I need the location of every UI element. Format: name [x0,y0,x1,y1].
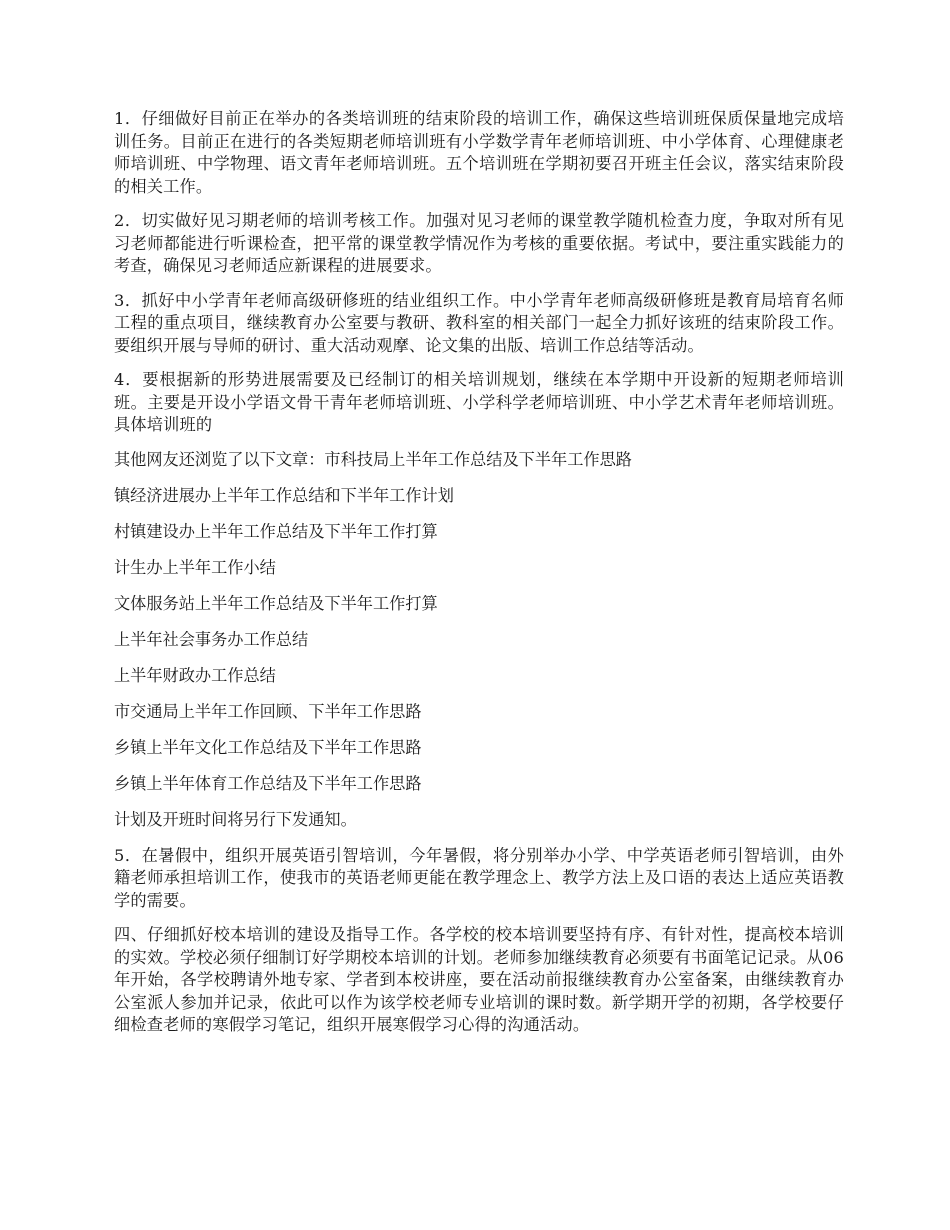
related-article-link: 上半年财政办工作总结 [114,665,276,685]
document-page [114,108,844,1049]
related-article-link: 村镇建设办上半年工作总结及下半年工作打算 [114,521,438,541]
related-articles-intro: 其他网友还浏览了以下文章：市科技局上半年工作总结及下半年工作思路 [114,449,632,469]
related-article-link: 文体服务站上半年工作总结及下半年工作打算 [114,593,438,613]
continuation-line: 计划及开班时间将另行下发通知。 [114,809,357,829]
related-article-link: 乡镇上半年文化工作总结及下半年工作思路 [114,737,422,757]
paragraph-2: 2．切实做好见习期老师的培训考核工作。加强对见习老师的课堂教学随机检查力度，争取对所有见习老师都能进行听课检查，把平常的课堂教学情况作为考核的重要依据。考试中，要注重实践能力的考查，确保见习老师适应新课程的进展要求。 [114,211,844,275]
related-article-link: 市交通局上半年工作回顾、下半年工作思路 [114,701,422,721]
related-article-link: 乡镇上半年体育工作总结及下半年工作思路 [114,773,422,793]
paragraph-1: 1．仔细做好目前正在举办的各类培训班的结束阶段的培训工作，确保这些培训班保质保量地完成培训任务。目前正在进行的各类短期老师培训班有小学数学青年老师培训班、中小学体育、心理健康老师培训班、中学物理、语文青年老师培训班。五个培训班在学期初要召开班主任会议，落实结束阶段的相关工作。 [114,109,844,196]
paragraph-4: 4．要根据新的形势进展需要及已经制订的相关培训规划，继续在本学期中开设新的短期老师培训班。主要是开设小学语文骨干青年老师培训班、小学科学老师培训班、中小学艺术青年老师培训班。具体培训班的 [114,370,844,434]
related-article-link: 镇经济进展办上半年工作总结和下半年工作计划 [114,485,454,505]
related-article-link: 上半年社会事务办工作总结 [114,629,309,649]
paragraph-5: 5．在暑假中，组织开展英语引智培训，今年暑假，将分别举办小学、中学英语老师引智培训，由外籍老师承担培训工作，使我市的英语老师更能在教学理念上、教学方法上及口语的表达上适应英语教学的需要。 [114,845,844,910]
paragraph-3: 3．抓好中小学青年老师高级研修班的结业组织工作。中小学青年老师高级研修班是教育局培育名师工程的重点项目，继续教育办公室要与教研、教科室的相关部门一起全力抓好该班的结束阶段工作。要组织开展与导师的研讨、重大活动观摩、论文集的出版、培训工作总结等活动。 [114,290,844,355]
related-article-link: 计生办上半年工作小结 [114,557,276,577]
paragraph-section-four: 四、仔细抓好校本培训的建设及指导工作。各学校的校本培训要坚持有序、有针对性，提高校本培训的实效。学校必须仔细制订好学期校本培训的计划。老师参加继续教育必须要有书面笔记记录。从06年开始，各学校聘请外地专家、学者到本校讲座，要在活动前报继续教育办公室备案，由继续教育办公室派人参加并记录，依此可以作为该学校老师专业培训的课时数。新学期开学的初期，各学校要仔细检查老师的寒假学习笔记，组织开展寒假学习心得的沟通活动。 [114,925,844,1034]
